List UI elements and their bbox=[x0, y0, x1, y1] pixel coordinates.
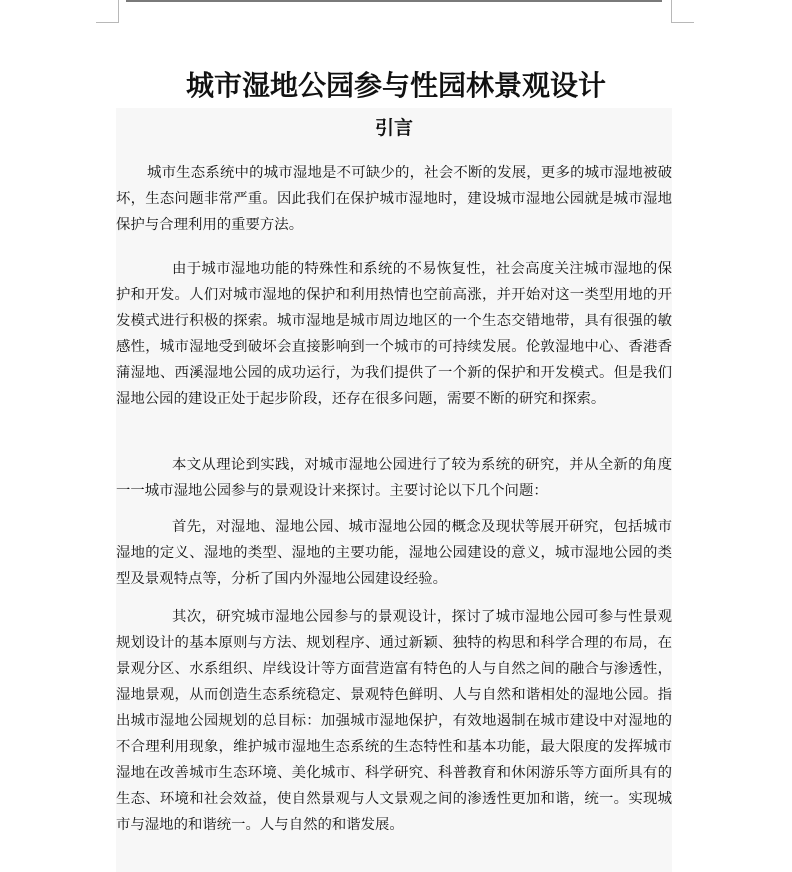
page-top-border bbox=[126, 0, 662, 2]
crop-mark-top-left bbox=[96, 0, 119, 23]
paragraph-2: 由于城市湿地功能的特殊性和系统的不易恢复性，社会高度关注城市湿地的保护和开发。人们对城市湿地的保护和利用热情也空前高涨，并开始对这一类型用地的开发模式进行积极的探索。城市湿地是城市周边地区的一个生态交错地带，具有很强的敏感性，城市湿地受到破坏会直接影响到一个城市的可持续发展。伦敦湿地中心、香港香蒲湿地、西溪湿地公园的成功运行，为我们提供了一个新的保护和开发模式。但是我们湿地公园的建设正处于起步阶段，还存在很多问题，需要不断的研究和探索。 bbox=[116, 261, 672, 407]
document-title: 城市湿地公园参与性园林景观设计 bbox=[185, 69, 606, 102]
crop-mark-top-right bbox=[671, 0, 694, 23]
paragraph-1: 城市生态系统中的城市湿地是不可缺少的，社会不断的发展，更多的城市湿地被破坏，生态问题非常严重。因此我们在保护城市湿地时，建设城市湿地公园就是城市湿地保护与合理利用的重要方法。 bbox=[116, 165, 672, 233]
paragraph-5: 其次，研究城市湿地公园参与的景观设计，探讨了城市湿地公园可参与性景观规划设计的基本原则与方法、规划程序、通过新颖、独特的构思和科学合理的布局，在景观分区、水系组织、岸线设计等方面营造富有特色的人与自然之间的融合与渗透性，湿地景观，从而创造生态系统稳定、景观特色鲜明、人与自然和谐相处的湿地公园。指出城市湿地公园规划的总目标：加强城市湿地保护，有效地遏制在城市建设中对湿地的不合理利用现象，维护城市湿地生态系统的生态特性和基本功能，最大限度的发挥城市湿地在改善城市生态环境、美化城市、科学研究、科普教育和休闲游乐等方面所具有的生态、环境和社会效益，使自然景观与人文景观之间的渗透性更加和谐，统一。实现城市与湿地的和谐统一。人与自然的和谐发展。 bbox=[116, 609, 672, 833]
paragraph-4: 首先，对湿地、湿地公园、城市湿地公园的概念及现状等展开研究，包括城市湿地的定义、湿地的类型、湿地的主要功能，湿地公园建设的意义，城市湿地公园的类型及景观特点等，分析了国内外湿地公园建设经验。 bbox=[116, 519, 672, 587]
paragraph-3: 本文从理论到实践，对城市湿地公园进行了较为系统的研究，并从全新的角度一一城市湿地公园参与的景观设计来探讨。主要讨论以下几个问题： bbox=[116, 457, 672, 499]
section-heading: 引言 bbox=[374, 117, 413, 139]
